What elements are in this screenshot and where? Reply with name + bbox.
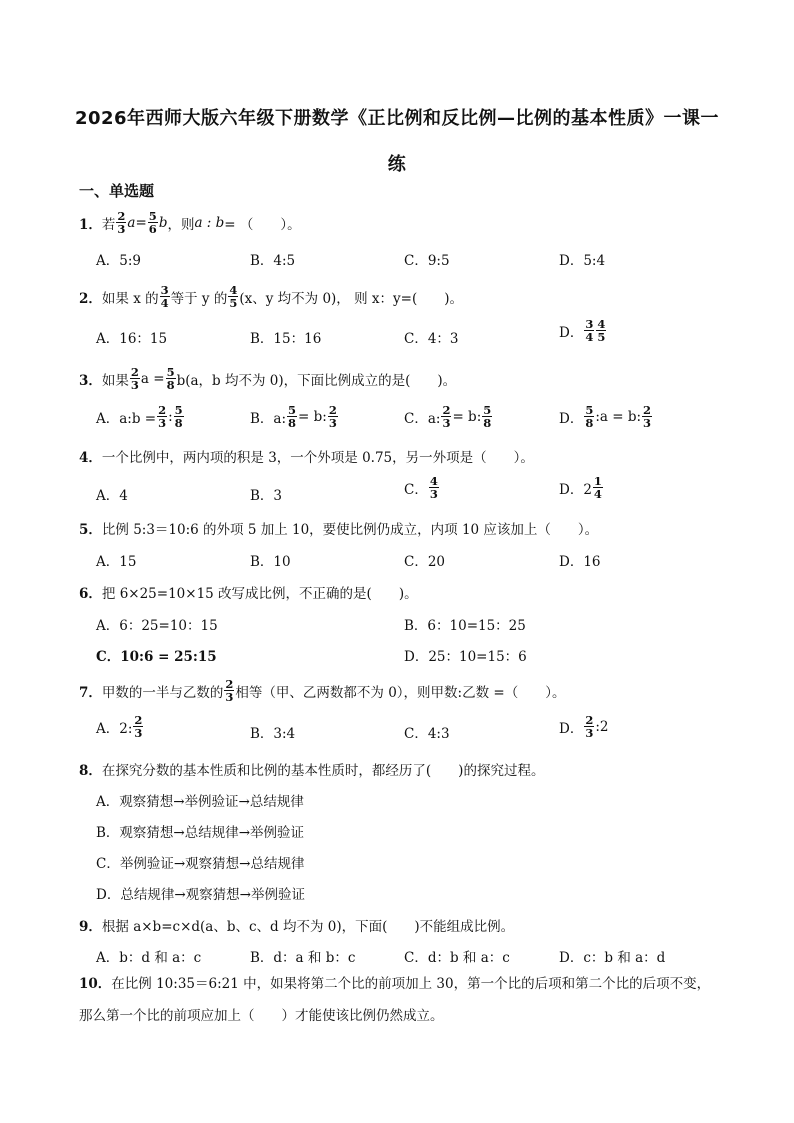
question-number: 5． — [79, 522, 102, 538]
fraction: $\frac{2}{3}$ — [134, 713, 143, 741]
question-text: 在探究分数的基本性质和比例的基本性质时，都经历了( )的探究过程。 — [101, 763, 545, 779]
option-a[interactable]: A．16：15 — [96, 331, 168, 347]
fraction: $\frac{5}{8}$ — [174, 403, 183, 431]
option-b[interactable]: B．a: $\frac{5}{8}$ = b: $\frac{2}{3}$ — [250, 403, 337, 431]
option-a[interactable]: A．2: $\frac{2}{3}$ — [96, 713, 143, 741]
question-number: 10． — [79, 976, 112, 992]
option-c[interactable]: C．a: $\frac{2}{3}$ = b: $\frac{5}{8}$ — [404, 403, 492, 431]
fraction: $\frac{2}{3}$ — [442, 403, 451, 431]
section-heading: 一、单选题 — [79, 182, 155, 200]
option-c[interactable]: C．9:5 — [404, 253, 450, 269]
question-text: 甲数的一半与乙数的 — [101, 684, 224, 701]
option-c[interactable]: C．4:3 — [404, 726, 450, 742]
page-title: 2026年西师大版六年级下册数学《正比例和反比例—比例的基本性质》一课一 — [74, 108, 720, 129]
option-d[interactable]: D．c：b 和 a：d — [559, 950, 666, 966]
question-text: 相等（甲、乙两数都不为 0），则甲数:乙数 =（ ）。 — [235, 684, 566, 701]
option-b[interactable]: B．3 — [250, 488, 283, 504]
option-c[interactable]: C． $\frac{4}{3}$ — [404, 474, 438, 502]
fraction: $\frac{4}{5}$ — [597, 317, 606, 345]
question-number: 9． — [79, 919, 102, 935]
option-c[interactable]: C．4：3 — [404, 331, 459, 347]
variable-a: a — [127, 214, 136, 231]
question-text: 在比例 10:35＝6:21 中，如果将第二个比的前项加上 30，第一个比的后项和第二个比的后项不变，那么第一个比的前项应加上（ ）才能使该比例仍然成立。 — [79, 976, 711, 1024]
fraction: $\frac{2}{3}$ — [225, 677, 234, 705]
fraction: $\frac{2}{3}$ — [130, 365, 139, 393]
question-4 — [79, 446, 534, 466]
option-d[interactable]: D．25：10=15：6 — [404, 649, 527, 665]
option-a[interactable]: A．4 — [96, 488, 128, 504]
question-5 — [79, 518, 598, 538]
option-c[interactable]: C．10:6 = 25:15 — [96, 649, 217, 665]
option-d[interactable]: D． $\frac{2}{3}$ :2 — [559, 713, 609, 741]
question-number: 7． — [79, 684, 102, 701]
question-number: 1． — [79, 216, 102, 233]
question-2 — [79, 284, 463, 309]
option-c[interactable]: C．举例验证→观察猜想→总结规律 — [96, 856, 305, 872]
fraction: $\frac{2}{3}$ — [585, 713, 594, 741]
question-text: 如果 — [101, 372, 129, 389]
option-b[interactable]: B．d：a 和 b：c — [250, 950, 356, 966]
fraction: $\frac{5}{8}$ — [166, 365, 175, 393]
fraction: $\frac{5}{8}$ — [483, 403, 492, 431]
option-b[interactable]: B．观察猜想→总结规律→举例验证 — [96, 825, 305, 841]
fraction: $\frac{1}{4}$ — [593, 474, 602, 502]
variable-b: b — [158, 214, 168, 231]
question-number: 6． — [79, 586, 102, 602]
option-a[interactable]: A．6：25=10：15 — [96, 618, 218, 634]
fraction: $\frac{4}{3}$ — [429, 474, 438, 502]
question-text: = （ ）。 — [224, 216, 301, 233]
option-a[interactable]: A．15 — [96, 554, 137, 570]
fraction: $\frac{4}{5}$ — [229, 283, 238, 311]
page-title-continuation: 练 — [387, 154, 407, 175]
question-number: 8． — [79, 763, 102, 779]
question-1 — [79, 210, 301, 235]
question-text: 一个比例中，两内项的积是 3，一个外项是 0.75，另一外项是（ ）。 — [101, 450, 534, 466]
ratio-expression: a : b — [194, 214, 225, 231]
fraction: $\frac{5}{8}$ — [288, 403, 297, 431]
option-a[interactable]: A．a:b = $\frac{2}{3}$ : $\frac{5}{8}$ — [96, 403, 183, 431]
fraction: $\frac{2}{3}$ — [117, 209, 126, 237]
fraction: $\frac{2}{3}$ — [643, 403, 652, 431]
question-text: b(a，b 均不为 0)，下面比例成立的是( )。 — [176, 372, 457, 389]
option-d[interactable]: D． $\frac{3}{4}$ $\frac{4}{5}$ — [559, 317, 606, 345]
question-text: ，则 — [167, 216, 195, 233]
fraction: $\frac{5}{6}$ — [148, 209, 157, 237]
option-c[interactable]: C．20 — [404, 554, 446, 570]
question-number: 2． — [79, 290, 102, 307]
question-10 — [79, 968, 719, 1032]
option-b[interactable]: B．3:4 — [250, 726, 296, 742]
fraction: $\frac{3}{4}$ — [585, 317, 594, 345]
option-b[interactable]: B．6：10=15：25 — [404, 618, 526, 634]
question-text: (x、y 均不为 0)， 则 x：y=( )。 — [239, 290, 463, 307]
option-b[interactable]: B．4:5 — [250, 253, 296, 269]
question-number: 3． — [79, 372, 102, 389]
question-text: a = — [140, 370, 165, 387]
question-9 — [79, 915, 514, 935]
question-text: 如果 x 的 — [101, 290, 159, 307]
question-7 — [79, 678, 565, 703]
question-text: 若 — [101, 216, 116, 233]
question-text: 等于 y 的 — [170, 290, 228, 307]
question-6 — [79, 582, 418, 602]
option-b[interactable]: B．15：16 — [250, 331, 322, 347]
fraction: $\frac{5}{8}$ — [585, 403, 594, 431]
option-b[interactable]: B．10 — [250, 554, 291, 570]
option-d[interactable]: D．总结规律→观察猜想→举例验证 — [96, 887, 305, 903]
option-d[interactable]: D．5:4 — [559, 253, 606, 269]
question-8 — [79, 759, 544, 779]
option-a[interactable]: A．5:9 — [96, 253, 141, 269]
option-d[interactable]: D．2 $\frac{1}{4}$ — [559, 474, 602, 502]
option-a[interactable]: A．观察猜想→举例验证→总结规律 — [96, 794, 304, 810]
option-a[interactable]: A．b：d 和 a：c — [96, 950, 202, 966]
equals-sign: = — [135, 214, 147, 231]
question-3 — [79, 366, 456, 391]
question-number: 4． — [79, 450, 102, 466]
option-d[interactable]: D．16 — [559, 554, 601, 570]
question-text: 根据 a×b=c×d(a、b、c、d 均不为 0)，下面( )不能组成比例。 — [101, 919, 515, 935]
question-text: 比例 5:3＝10:6 的外项 5 加上 10，要使比例仍成立，内项 10 应该加上（ ）。 — [101, 522, 599, 538]
option-c[interactable]: C．d：b 和 a：c — [404, 950, 510, 966]
fraction: $\frac{2}{3}$ — [328, 403, 337, 431]
fraction: $\frac{2}{3}$ — [158, 403, 167, 431]
fraction: $\frac{3}{4}$ — [160, 283, 169, 311]
option-d[interactable]: D． $\frac{5}{8}$ :a = b: $\frac{2}{3}$ — [559, 403, 652, 431]
question-text: 把 6×25=10×15 改写成比例，不正确的是( )。 — [101, 586, 418, 602]
